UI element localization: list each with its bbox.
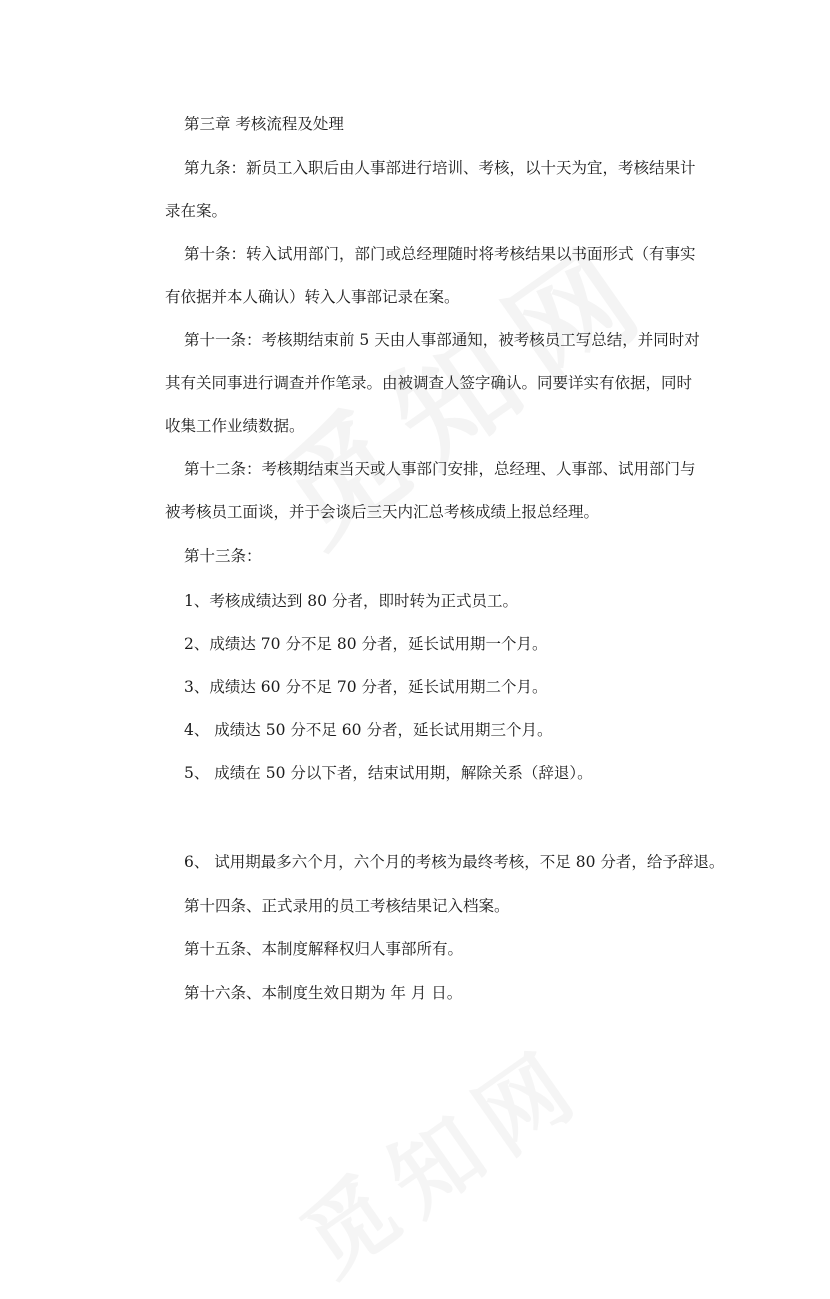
chapter-title: 第三章 考核流程及处理 — [184, 115, 344, 133]
list-item-1: 1、考核成绩达到 80 分者，即时转为正式员工。 — [184, 592, 518, 610]
article-12-line-2: 被考核员工面谈，并于会谈后三天内汇总考核成绩上报总经理。 — [165, 503, 600, 521]
list-item-3: 3、成绩达 60 分不足 70 分者，延长试用期二个月。 — [184, 678, 548, 696]
list-item-6: 6、 试用期最多六个月，六个月的考核为最终考核，不足 80 分者，给予辞退。 — [184, 853, 725, 871]
list-item-4: 4、 成绩达 50 分不足 60 分者，延长试用期三个月。 — [184, 721, 553, 739]
article-12-line-1: 第十二条：考核期结束当天或人事部门安排，总经理、人事部、试用部门与 — [184, 460, 696, 478]
list-item-2: 2、成绩达 70 分不足 80 分者，延长试用期一个月。 — [184, 635, 548, 653]
article-16: 第十六条、本制度生效日期为 年 月 日。 — [184, 984, 463, 1002]
article-14: 第十四条、正式录用的员工考核结果记入档案。 — [184, 897, 510, 915]
article-13-title: 第十三条： — [184, 547, 262, 565]
article-11-line-1: 第十一条：考核期结束前 5 天由人事部通知，被考核员工写总结，并同时对 — [184, 331, 700, 349]
article-9-line-2: 录在案。 — [165, 202, 228, 220]
article-10-line-2: 有依据并本人确认）转入人事部记录在案。 — [165, 288, 460, 306]
article-9-line-1: 第九条：新员工入职后由人事部进行培训、考核，以十天为宜，考核结果计 — [184, 159, 696, 177]
article-10-line-1: 第十条：转入试用部门，部门或总经理随时将考核结果以书面形式（有事实 — [184, 245, 696, 263]
article-15: 第十五条、本制度解释权归人事部所有。 — [184, 940, 464, 958]
list-item-5: 5、 成绩在 50 分以下者，结束试用期，解除关系（辞退）。 — [184, 764, 593, 782]
article-11-line-2: 其有关同事进行调查并作笔录。由被调查人签字确认。同要详实有依据，同时 — [165, 374, 693, 392]
article-11-line-3: 收集工作业绩数据。 — [165, 417, 305, 435]
